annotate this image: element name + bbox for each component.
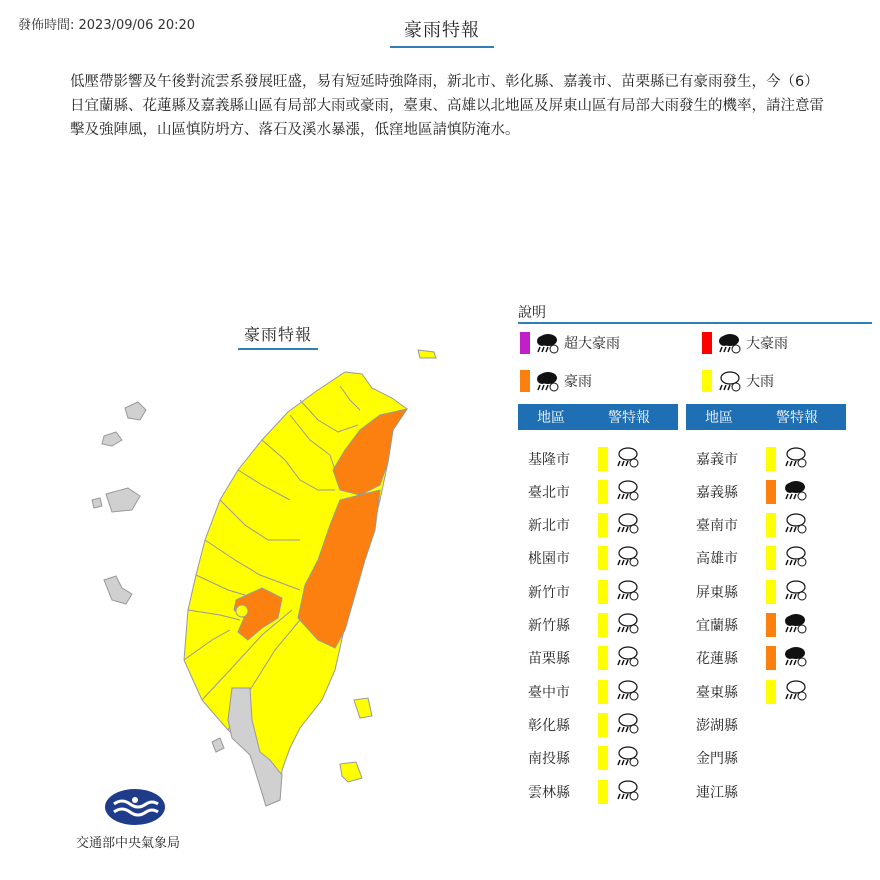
region-name: 金門縣 (696, 751, 738, 768)
region-name: 基隆市 (528, 451, 570, 468)
warning-swatch (598, 580, 608, 604)
region-name: 彰化縣 (528, 717, 570, 734)
rain-icon (614, 444, 640, 474)
region-name: 桃園市 (528, 551, 570, 568)
region-name: 臺南市 (696, 518, 738, 535)
region-row (518, 708, 640, 741)
rain-icon (716, 368, 742, 394)
warning-swatch (598, 780, 608, 804)
rain-icon (614, 610, 640, 640)
table-header-left (518, 404, 678, 430)
legend-swatch (702, 370, 712, 392)
region-name: 新竹縣 (528, 618, 570, 634)
rain-icon (782, 444, 808, 474)
thunder-rain-icon (782, 643, 808, 673)
warning-swatch (766, 613, 776, 637)
warning-swatch (766, 513, 776, 537)
col-warning: 警特報 (776, 410, 818, 426)
legend-swatch (520, 370, 530, 392)
warning-swatch (598, 480, 608, 504)
region-row (518, 742, 640, 775)
warning-swatch (598, 513, 608, 537)
rain-icon (614, 643, 640, 673)
warning-swatch (766, 447, 776, 471)
col-warning: 警特報 (608, 410, 650, 426)
region-row (686, 775, 766, 808)
thunder-rain-icon (782, 477, 808, 507)
rain-icon (782, 677, 808, 707)
legend-extreme-torrential (520, 330, 620, 356)
region-row (686, 742, 766, 775)
warning-swatch (598, 713, 608, 737)
thunder-rain-icon (534, 368, 560, 394)
penghu-islands (92, 402, 146, 604)
rain-icon (614, 677, 640, 707)
thunder-rain-icon (716, 330, 742, 356)
region-row (686, 542, 808, 575)
turtle-island (418, 350, 436, 358)
region-row (518, 542, 640, 575)
region-row (686, 509, 808, 542)
cwa-logo-icon (104, 788, 166, 826)
orchid-island (340, 762, 362, 782)
region-name: 連江縣 (696, 784, 738, 801)
region-row (686, 475, 808, 508)
legend-heavy-rain (702, 368, 774, 394)
region-row (518, 675, 640, 708)
region-name: 雲林縣 (528, 784, 570, 801)
region-row (686, 575, 808, 608)
legend-label: 超大豪雨 (564, 336, 620, 352)
region-name: 花蓮縣 (696, 651, 738, 668)
rain-icon (614, 577, 640, 607)
rain-icon (614, 710, 640, 740)
region-row (686, 708, 766, 741)
region-row (518, 575, 640, 608)
region-name: 嘉義縣 (696, 484, 738, 501)
rain-icon (782, 543, 808, 573)
region-name: 新北市 (528, 518, 570, 535)
warning-description: 低壓帶影響及午後對流雲系發展旺盛，易有短延時強降雨，新北市、彰化縣、嘉義市、苗栗縣已有豪雨發生，今（6）日宜蘭縣、花蓮縣及嘉義縣山區有局部大雨或豪雨，臺東、高雄以北地區及屏東山區有局部大雨發生的機率，請注意雷擊及強陣風，山區慎防坍方、落石及溪水暴漲，低窪地區請慎防淹水。 (70, 74, 824, 138)
issued-time: 發佈時間: 2023/09/06 20:20 (18, 18, 196, 33)
region-name: 臺東縣 (696, 684, 738, 701)
region-name: 宜蘭縣 (696, 618, 738, 634)
warning-swatch (766, 646, 776, 670)
warning-swatch (598, 447, 608, 471)
region-name: 高雄市 (696, 551, 738, 568)
rain-icon (782, 577, 808, 607)
legend-very-torrential (702, 330, 788, 356)
legend-divider (518, 322, 872, 324)
legend-swatch (702, 332, 712, 354)
warning-swatch (598, 613, 608, 637)
region-row (518, 775, 640, 808)
col-region: 地區 (705, 410, 733, 426)
chiayi-city-region (236, 605, 248, 617)
region-name: 南投縣 (528, 751, 570, 768)
region-row (686, 609, 808, 642)
region-row (518, 642, 640, 675)
warning-swatch (766, 480, 776, 504)
rain-icon (614, 777, 640, 807)
warning-swatch (598, 646, 608, 670)
rain-icon (614, 477, 640, 507)
map-title: 豪雨特報 (238, 322, 318, 350)
col-region: 地區 (537, 410, 565, 426)
region-row (686, 442, 808, 475)
rain-icon (614, 543, 640, 573)
region-row (518, 475, 640, 508)
region-name: 嘉義市 (696, 451, 738, 468)
rain-icon (614, 510, 640, 540)
warning-swatch (766, 680, 776, 704)
region-row (518, 609, 640, 642)
region-row (686, 675, 808, 708)
region-row (686, 642, 808, 675)
region-name: 新竹市 (528, 584, 570, 601)
warning-swatch (598, 680, 608, 704)
page-title: 豪雨特報 (390, 16, 494, 48)
green-island (354, 698, 372, 718)
legend-swatch (520, 332, 530, 354)
legend-label: 大雨 (746, 374, 774, 390)
region-name: 澎湖縣 (696, 717, 738, 734)
thunder-rain-icon (782, 610, 808, 640)
region-name: 臺北市 (528, 484, 570, 501)
thunder-rain-icon (534, 330, 560, 356)
rain-icon (614, 743, 640, 773)
rain-icon (782, 510, 808, 540)
region-row (518, 509, 640, 542)
legend-torrential (520, 368, 592, 394)
region-name: 屏東縣 (696, 584, 738, 601)
table-header-right (686, 404, 846, 430)
agency-name: 交通部中央氣象局 (76, 836, 181, 851)
warning-swatch (766, 580, 776, 604)
xiaoliuqiu-island (212, 738, 224, 752)
region-name: 臺中市 (528, 684, 570, 701)
legend-title: 說明 (518, 305, 546, 321)
warning-swatch (598, 546, 608, 570)
region-name: 苗栗縣 (528, 651, 570, 668)
warning-swatch (766, 546, 776, 570)
warning-swatch (598, 746, 608, 770)
legend-label: 豪雨 (564, 374, 592, 390)
region-row (518, 442, 640, 475)
legend-label: 大豪雨 (746, 336, 788, 352)
